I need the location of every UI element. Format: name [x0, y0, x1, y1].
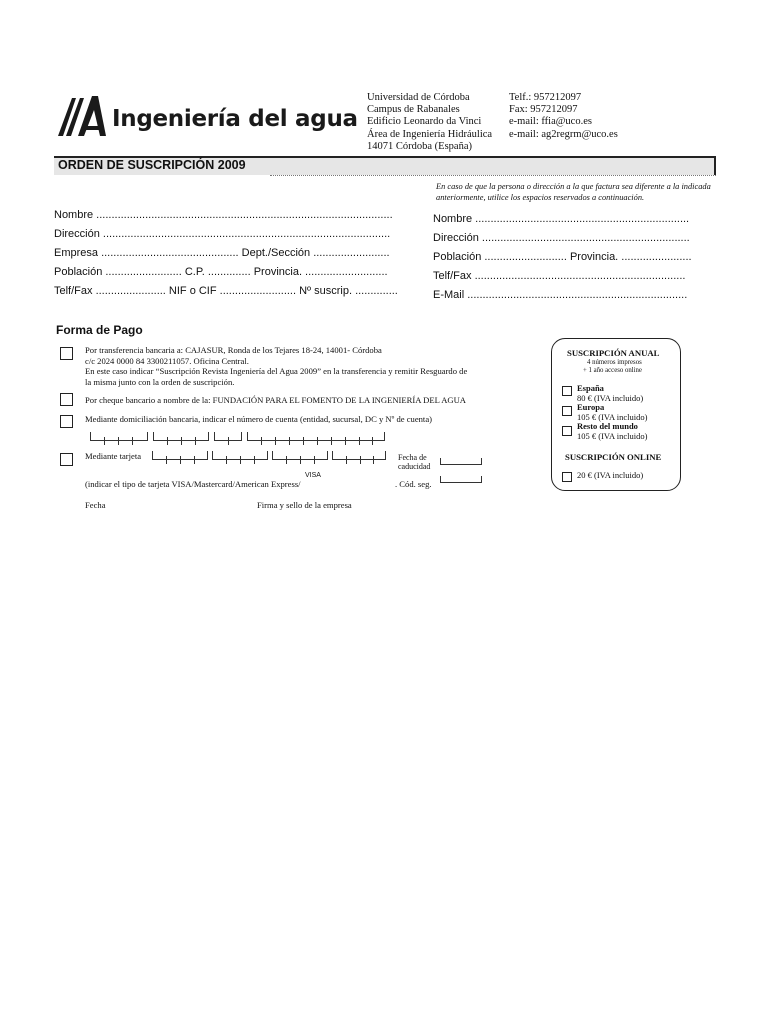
contact-fax: Fax: 957212097: [509, 104, 578, 116]
anual-subtitle: + 1 año acceso online: [583, 367, 642, 374]
address-line: Universidad de Córdoba: [367, 92, 470, 103]
domiciliacion-text: Mediante domiciliación bancaria, indicar el número de cuenta (entidad, sucursal, DC y Nº de cuenta): [85, 414, 432, 424]
cod-seg-input[interactable]: [440, 476, 482, 483]
option-espana: [577, 384, 643, 403]
account-sucursal-input[interactable]: [153, 432, 209, 441]
tipo-tarjeta-text: (indicar el tipo de tarjeta VISA/Mastercard/American Express/: [85, 479, 301, 489]
fecha-caducidad-input[interactable]: [440, 458, 482, 465]
contact-phone: Telf.: 957212097: [509, 92, 582, 103]
anual-title: SUSCRIPCIÓN ANUAL: [567, 348, 660, 358]
fecha-caducidad-line: Fecha de: [398, 453, 427, 462]
online-checkbox[interactable]: [562, 472, 572, 482]
card-number-group[interactable]: [272, 451, 328, 460]
divider: [270, 175, 716, 176]
firma-label: Firma y sello de la empresa: [257, 500, 352, 510]
option-resto: [577, 422, 647, 441]
anual-subtitle: 4 números impresos: [587, 359, 642, 366]
tarjeta-checkbox[interactable]: [60, 453, 73, 466]
address-line: 14071 Córdoba (España): [367, 140, 472, 152]
contact-email: e-mail: ffia@uco.es: [509, 116, 592, 128]
transfer-checkbox[interactable]: [60, 347, 73, 360]
card-number-group[interactable]: [332, 451, 386, 460]
online-title: SUSCRIPCIÓN ONLINE: [565, 452, 662, 462]
transfer-line: En este caso indicar “Suscripción Revista Ingeniería del Agua 2009” en la transferencia y remitir Resguardo de: [85, 366, 468, 377]
poblacion-field[interactable]: Población ......................... C.P. .............. Provincia. ...........................: [54, 266, 388, 278]
europa-checkbox[interactable]: [562, 406, 572, 416]
option-price: 105 € (IVA incluido): [577, 430, 648, 441]
card-type-value[interactable]: VISA: [305, 472, 321, 479]
payment-title: Forma de Pago: [56, 323, 143, 337]
empresa-field[interactable]: Empresa ............................................. Dept./Sección .........................: [54, 247, 390, 259]
address-line: Edificio Leonardo da Vinci: [367, 116, 482, 128]
address-block: [367, 92, 492, 153]
domiciliacion-checkbox[interactable]: [60, 415, 73, 428]
transfer-line: la misma junto con la orden de suscripción.: [85, 376, 235, 387]
option-region: España: [577, 383, 604, 393]
option-europa: [577, 403, 647, 422]
option-region: Resto del mundo: [577, 421, 638, 431]
address-line: Área de Ingeniería Hidráulica: [367, 128, 493, 140]
account-number-input[interactable]: [247, 432, 385, 441]
option-price: 80 € (IVA incluido): [577, 392, 644, 403]
espana-checkbox[interactable]: [562, 386, 572, 396]
transfer-line: c/c 2024 0000 84 3300211057. Oficina Central.: [85, 355, 249, 366]
transfer-line: Por transferencia bancaria a: CAJASUR, Ronda de los Tejares 18-24, 14001- Córdoba: [85, 345, 382, 355]
nombre-field[interactable]: Nombre .................................................................................................: [54, 209, 393, 221]
transfer-text: [85, 345, 467, 387]
form-title: ORDEN DE SUSCRIPCIÓN 2009: [58, 158, 246, 172]
billing-poblacion-field[interactable]: Población ........................... Provincia. .......................: [433, 251, 692, 263]
online-price: 20 € (IVA incluido): [577, 470, 644, 480]
account-entidad-input[interactable]: [90, 432, 148, 441]
fecha-caducidad-line: caducidad: [398, 462, 431, 471]
address-line: Campus de Rabanales: [367, 104, 460, 116]
telf-field[interactable]: Telf/Fax ....................... NIF o CIF ......................... Nº suscrip. ..............: [54, 285, 398, 297]
card-number-group[interactable]: [152, 451, 208, 460]
billing-note: En caso de que la persona o dirección a la que factura sea diferente a la indicada anteriormente, utilice los espacios reservados a continuación.: [436, 182, 711, 202]
billing-email-field[interactable]: E-Mail ........................................................................: [433, 289, 688, 301]
cheque-checkbox[interactable]: [60, 393, 73, 406]
ingenieria-del-agua-logo: [56, 94, 108, 138]
cod-seg-label: . Cód. seg.: [395, 479, 432, 489]
billing-direccion-field[interactable]: Dirección ....................................................................: [433, 232, 690, 244]
brand-name: Ingeniería del agua: [112, 106, 358, 132]
option-price: 105 € (IVA incluido): [577, 411, 648, 422]
card-number-group[interactable]: [212, 451, 268, 460]
fecha-caducidad-label: [398, 453, 430, 471]
cheque-text: Por cheque bancario a nombre de la: FUNDACIÓN PARA EL FOMENTO DE LA INGENIERÍA DEL AGUA: [85, 395, 467, 405]
contact-block: [509, 92, 618, 141]
billing-nombre-field[interactable]: Nombre ......................................................................: [433, 213, 690, 225]
resto-checkbox[interactable]: [562, 426, 572, 436]
billing-telf-field[interactable]: Telf/Fax .....................................................................: [433, 270, 686, 282]
tarjeta-text: Mediante tarjeta: [85, 451, 142, 461]
fecha-label: Fecha: [85, 500, 106, 510]
contact-email: e-mail: ag2regrm@uco.es: [509, 128, 618, 140]
direccion-field[interactable]: Dirección ..............................................................................................: [54, 228, 391, 240]
option-region: Europa: [577, 402, 605, 412]
account-dc-input[interactable]: [214, 432, 242, 441]
